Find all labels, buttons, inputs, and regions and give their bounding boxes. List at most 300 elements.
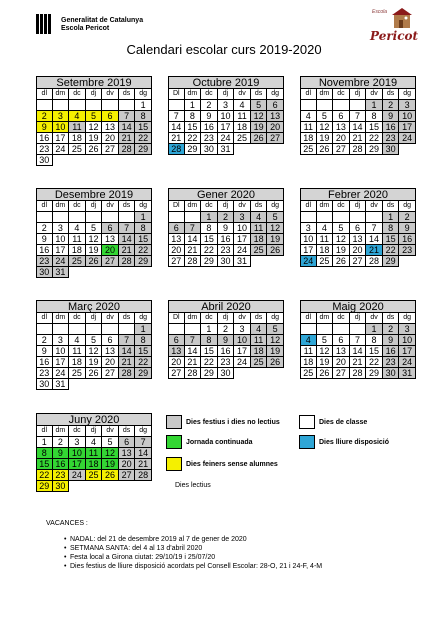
day-cell: 2	[218, 324, 235, 335]
weekday-header: dg	[267, 89, 284, 100]
day-cell: 22	[383, 245, 400, 256]
day-cell: 14	[168, 122, 185, 133]
day-cell: 29	[185, 144, 202, 155]
day-cell: 23	[201, 133, 218, 144]
day-cell: 24	[234, 357, 251, 368]
weekday-header: dc	[333, 313, 350, 324]
day-cell: 26	[267, 357, 284, 368]
day-cell: 6	[119, 437, 136, 448]
month-grid	[168, 313, 284, 379]
vacances-item: • SETMANA SANTA: del 4 al 13 d'abril 2020	[72, 544, 426, 553]
day-cell: 5	[86, 223, 103, 234]
day-cell: 23	[36, 368, 53, 379]
day-cell: 1	[366, 324, 383, 335]
weekday-header: dl	[300, 313, 317, 324]
day-cell: 16	[201, 122, 218, 133]
header	[36, 9, 419, 43]
day-cell: 1	[366, 100, 383, 111]
day-cell: 15	[135, 122, 152, 133]
day-cell: 30	[53, 481, 70, 492]
day-cell: 24	[53, 256, 70, 267]
weekday-header: ds	[383, 313, 400, 324]
day-cell: 13	[168, 234, 185, 245]
vacances-title: VACANCES :	[46, 520, 88, 527]
day-cell: 10	[399, 111, 416, 122]
month-title: Maig 2020	[300, 300, 416, 313]
day-cell: 3	[234, 324, 251, 335]
weekday-header: dc	[201, 313, 218, 324]
empty-day-cell	[119, 481, 136, 492]
org-line-2: Escola Pericot	[61, 25, 110, 32]
empty-day-cell	[350, 324, 367, 335]
day-cell: 9	[218, 223, 235, 234]
day-cell: 18	[251, 346, 268, 357]
day-cell: 15	[201, 346, 218, 357]
day-cell: 10	[53, 234, 70, 245]
day-cell: 17	[399, 122, 416, 133]
day-cell: 6	[333, 111, 350, 122]
empty-day-cell	[86, 481, 103, 492]
empty-day-cell	[69, 481, 86, 492]
day-cell: 7	[119, 111, 136, 122]
empty-day-cell	[251, 256, 268, 267]
weekday-header: dj	[86, 426, 103, 437]
day-cell: 2	[53, 437, 70, 448]
day-cell: 5	[333, 223, 350, 234]
legend-label: Dies lliure disposició	[319, 438, 390, 446]
day-cell: 28	[350, 144, 367, 155]
empty-day-cell	[119, 100, 136, 111]
day-cell: 24	[53, 368, 70, 379]
day-cell: 7	[366, 223, 383, 234]
weekday-header: dj	[218, 201, 235, 212]
day-cell: 4	[317, 223, 334, 234]
day-cell: 24	[53, 144, 70, 155]
day-cell: 10	[53, 122, 70, 133]
day-cell: 12	[317, 346, 334, 357]
empty-day-cell	[366, 212, 383, 223]
day-cell: 19	[267, 234, 284, 245]
day-cell: 16	[36, 357, 53, 368]
empty-day-cell	[168, 324, 185, 335]
weekday-header: dg	[267, 201, 284, 212]
empty-day-cell	[36, 212, 53, 223]
day-cell: 13	[333, 346, 350, 357]
empty-day-cell	[135, 379, 152, 390]
legend-swatch	[166, 457, 182, 471]
empty-day-cell	[86, 324, 103, 335]
day-cell: 14	[185, 234, 202, 245]
day-cell: 4	[234, 100, 251, 111]
day-cell: 2	[201, 100, 218, 111]
weekday-header: dg	[135, 89, 152, 100]
day-cell: 26	[317, 368, 334, 379]
weekday-header: dv	[234, 201, 251, 212]
day-cell: 19	[317, 133, 334, 144]
day-cell: 19	[86, 133, 103, 144]
day-cell: 29	[36, 481, 53, 492]
weekday-header: ds	[383, 201, 400, 212]
month-grid	[36, 201, 152, 278]
day-cell: 1	[135, 100, 152, 111]
day-cell: 30	[36, 267, 53, 278]
day-cell: 9	[36, 234, 53, 245]
weekday-header: ds	[119, 89, 136, 100]
day-cell: 16	[218, 234, 235, 245]
day-cell: 11	[300, 346, 317, 357]
empty-day-cell	[102, 324, 119, 335]
day-cell: 18	[317, 245, 334, 256]
day-cell: 8	[135, 111, 152, 122]
day-cell: 7	[185, 223, 202, 234]
empty-day-cell	[119, 155, 136, 166]
day-cell: 28	[119, 144, 136, 155]
day-cell: 22	[36, 470, 53, 481]
day-cell: 3	[53, 111, 70, 122]
day-cell: 9	[383, 335, 400, 346]
empty-day-cell	[102, 481, 119, 492]
day-cell: 17	[234, 234, 251, 245]
day-cell: 25	[300, 368, 317, 379]
weekday-header: dc	[69, 426, 86, 437]
weekday-header: dl	[36, 89, 53, 100]
weekday-header: dl	[36, 201, 53, 212]
weekday-header: ds	[383, 89, 400, 100]
school-logo-name: Pericot	[370, 29, 419, 43]
month-title: Juny 2020	[36, 413, 152, 426]
day-cell: 18	[234, 122, 251, 133]
weekday-header: ds	[251, 201, 268, 212]
day-cell: 9	[53, 448, 70, 459]
day-cell: 10	[234, 223, 251, 234]
day-cell: 24	[69, 470, 86, 481]
empty-day-cell	[119, 212, 136, 223]
weekday-header: dm	[185, 201, 202, 212]
day-cell: 2	[383, 324, 400, 335]
empty-day-cell	[102, 379, 119, 390]
day-cell: 29	[201, 256, 218, 267]
day-cell: 2	[218, 212, 235, 223]
day-cell: 22	[366, 357, 383, 368]
day-cell: 6	[168, 335, 185, 346]
day-cell: 22	[135, 245, 152, 256]
empty-day-cell	[86, 100, 103, 111]
day-cell: 28	[366, 256, 383, 267]
empty-day-cell	[69, 267, 86, 278]
empty-day-cell	[69, 100, 86, 111]
day-cell: 23	[218, 245, 235, 256]
day-cell: 26	[251, 133, 268, 144]
day-cell: 13	[267, 111, 284, 122]
day-cell: 8	[366, 335, 383, 346]
empty-day-cell	[350, 212, 367, 223]
day-cell: 26	[102, 470, 119, 481]
day-cell: 14	[119, 122, 136, 133]
day-cell: 23	[383, 133, 400, 144]
day-cell: 21	[135, 459, 152, 470]
weekday-header: dj	[86, 201, 103, 212]
day-cell: 10	[234, 335, 251, 346]
empty-day-cell	[69, 324, 86, 335]
day-cell: 21	[185, 357, 202, 368]
day-cell: 15	[135, 234, 152, 245]
day-cell: 29	[383, 256, 400, 267]
day-cell: 30	[218, 368, 235, 379]
weekday-header: dm	[53, 201, 70, 212]
day-cell: 26	[333, 256, 350, 267]
day-cell: 18	[300, 357, 317, 368]
day-cell: 19	[251, 122, 268, 133]
day-cell: 8	[201, 335, 218, 346]
weekday-header: dv	[102, 313, 119, 324]
day-cell: 7	[119, 335, 136, 346]
empty-day-cell	[86, 212, 103, 223]
day-cell: 19	[333, 245, 350, 256]
day-cell: 24	[234, 245, 251, 256]
page-title: Calendari escolar curs 2019-2020	[126, 42, 322, 57]
weekday-header: dj	[86, 313, 103, 324]
weekday-header: dg	[399, 313, 416, 324]
day-cell: 14	[119, 234, 136, 245]
day-cell: 28	[185, 368, 202, 379]
day-cell: 23	[53, 470, 70, 481]
empty-day-cell	[53, 155, 70, 166]
day-cell: 25	[69, 256, 86, 267]
day-cell: 2	[383, 100, 400, 111]
legend-feiners	[166, 457, 278, 471]
organization-name	[61, 17, 143, 33]
day-cell: 2	[36, 223, 53, 234]
day-cell: 11	[69, 346, 86, 357]
weekday-header: dm	[53, 89, 70, 100]
day-cell: 4	[300, 111, 317, 122]
weekday-header: dc	[69, 201, 86, 212]
day-cell: 14	[350, 122, 367, 133]
day-cell: 16	[53, 459, 70, 470]
weekday-header: ds	[251, 89, 268, 100]
day-cell: 27	[168, 368, 185, 379]
day-cell: 29	[135, 256, 152, 267]
day-cell: 30	[218, 256, 235, 267]
day-cell: 12	[333, 234, 350, 245]
weekday-header: dc	[201, 89, 218, 100]
day-cell: 13	[102, 346, 119, 357]
day-cell: 25	[234, 133, 251, 144]
day-cell: 23	[36, 144, 53, 155]
day-cell: 23	[383, 357, 400, 368]
day-cell: 24	[300, 256, 317, 267]
day-cell: 5	[86, 335, 103, 346]
day-cell: 26	[86, 144, 103, 155]
weekday-header: dv	[366, 201, 383, 212]
empty-day-cell	[69, 212, 86, 223]
empty-day-cell	[399, 144, 416, 155]
legend-swatch	[299, 435, 315, 449]
day-cell: 22	[135, 357, 152, 368]
weekday-header: dm	[317, 313, 334, 324]
empty-day-cell	[53, 324, 70, 335]
day-cell: 12	[267, 223, 284, 234]
day-cell: 18	[300, 133, 317, 144]
empty-day-cell	[317, 324, 334, 335]
day-cell: 4	[251, 212, 268, 223]
day-cell: 17	[218, 122, 235, 133]
day-cell: 27	[333, 144, 350, 155]
day-cell: 10	[218, 111, 235, 122]
day-cell: 30	[383, 144, 400, 155]
legend-label: Dies de classe	[319, 418, 368, 426]
day-cell: 11	[251, 223, 268, 234]
day-cell: 5	[317, 111, 334, 122]
day-cell: 23	[36, 256, 53, 267]
weekday-header: dj	[218, 89, 235, 100]
day-cell: 3	[300, 223, 317, 234]
day-cell: 24	[399, 133, 416, 144]
day-cell: 15	[135, 346, 152, 357]
legend-label: Jornada continuada	[186, 438, 253, 446]
legend-label: Dies festius i dies no lectius	[186, 418, 280, 426]
day-cell: 19	[86, 357, 103, 368]
day-cell: 5	[86, 111, 103, 122]
vacances-item: • Festa local a Girona ciutat: 29/10/19 i 25/07/20	[72, 553, 426, 562]
day-cell: 12	[267, 335, 284, 346]
weekday-header: dj	[218, 313, 235, 324]
weekday-header: dm	[53, 426, 70, 437]
day-cell: 11	[234, 111, 251, 122]
day-cell: 10	[69, 448, 86, 459]
empty-day-cell	[135, 155, 152, 166]
empty-day-cell	[86, 379, 103, 390]
month-calendar	[300, 300, 416, 379]
day-cell: 29	[366, 144, 383, 155]
day-cell: 13	[168, 346, 185, 357]
day-cell: 25	[69, 144, 86, 155]
day-cell: 14	[119, 346, 136, 357]
month-grid	[168, 89, 284, 155]
day-cell: 16	[218, 346, 235, 357]
legend-label: Dies feiners sense alumnes	[186, 460, 278, 468]
day-cell: 15	[383, 234, 400, 245]
day-cell: 17	[399, 346, 416, 357]
day-cell: 15	[366, 346, 383, 357]
weekday-header: dv	[366, 313, 383, 324]
day-cell: 1	[383, 212, 400, 223]
day-cell: 19	[317, 357, 334, 368]
empty-day-cell	[300, 324, 317, 335]
day-cell: 19	[86, 245, 103, 256]
weekday-header: ds	[251, 313, 268, 324]
day-cell: 6	[333, 335, 350, 346]
day-cell: 29	[201, 368, 218, 379]
empty-day-cell	[185, 212, 202, 223]
weekday-header: Dl	[168, 201, 185, 212]
day-cell: 26	[86, 368, 103, 379]
weekday-header: dv	[234, 89, 251, 100]
day-cell: 3	[399, 324, 416, 335]
day-cell: 29	[135, 368, 152, 379]
empty-day-cell	[267, 256, 284, 267]
day-cell: 3	[399, 100, 416, 111]
day-cell: 5	[251, 100, 268, 111]
day-cell: 22	[366, 133, 383, 144]
empty-day-cell	[267, 368, 284, 379]
month-title: Novembre 2019	[300, 76, 416, 89]
day-cell: 5	[102, 437, 119, 448]
day-cell: 9	[399, 223, 416, 234]
vacances-section	[46, 520, 426, 571]
day-cell: 17	[53, 357, 70, 368]
day-cell: 15	[36, 459, 53, 470]
day-cell: 12	[86, 234, 103, 245]
day-cell: 17	[300, 245, 317, 256]
empty-day-cell	[102, 212, 119, 223]
day-cell: 18	[251, 234, 268, 245]
day-cell: 29	[366, 368, 383, 379]
month-grid	[36, 426, 152, 492]
legend-swatch	[166, 435, 182, 449]
day-cell: 17	[234, 346, 251, 357]
empty-day-cell	[185, 324, 202, 335]
month-calendar	[300, 76, 416, 155]
month-grid	[36, 313, 152, 390]
generalitat-logo-icon	[36, 14, 56, 34]
month-title: Desembre 2019	[36, 188, 152, 201]
day-cell: 14	[350, 346, 367, 357]
day-cell: 30	[383, 368, 400, 379]
weekday-header: dm	[53, 313, 70, 324]
day-cell: 22	[201, 357, 218, 368]
empty-day-cell	[333, 212, 350, 223]
day-cell: 28	[135, 470, 152, 481]
day-cell: 12	[86, 346, 103, 357]
day-cell: 8	[135, 335, 152, 346]
day-cell: 18	[86, 459, 103, 470]
empty-day-cell	[119, 379, 136, 390]
day-cell: 7	[119, 223, 136, 234]
day-cell: 12	[251, 111, 268, 122]
day-cell: 20	[102, 133, 119, 144]
day-cell: 26	[267, 245, 284, 256]
day-cell: 21	[366, 245, 383, 256]
empty-day-cell	[317, 100, 334, 111]
day-cell: 31	[218, 144, 235, 155]
empty-day-cell	[86, 155, 103, 166]
day-cell: 16	[36, 245, 53, 256]
weekday-header: dm	[185, 313, 202, 324]
day-cell: 18	[69, 245, 86, 256]
day-cell: 27	[350, 256, 367, 267]
day-cell: 8	[366, 111, 383, 122]
month-calendar	[300, 188, 416, 267]
month-title: Setembre 2019	[36, 76, 152, 89]
weekday-header: dj	[86, 89, 103, 100]
empty-day-cell	[86, 267, 103, 278]
day-cell: 27	[119, 470, 136, 481]
day-cell: 22	[135, 133, 152, 144]
day-cell: 11	[300, 122, 317, 133]
day-cell: 8	[36, 448, 53, 459]
weekday-header: dc	[333, 201, 350, 212]
day-cell: 6	[350, 223, 367, 234]
empty-day-cell	[234, 144, 251, 155]
empty-day-cell	[267, 144, 284, 155]
weekday-header: dl	[36, 426, 53, 437]
month-grid	[300, 201, 416, 267]
day-cell: 12	[86, 122, 103, 133]
day-cell: 7	[168, 111, 185, 122]
day-cell: 22	[201, 245, 218, 256]
day-cell: 28	[119, 368, 136, 379]
